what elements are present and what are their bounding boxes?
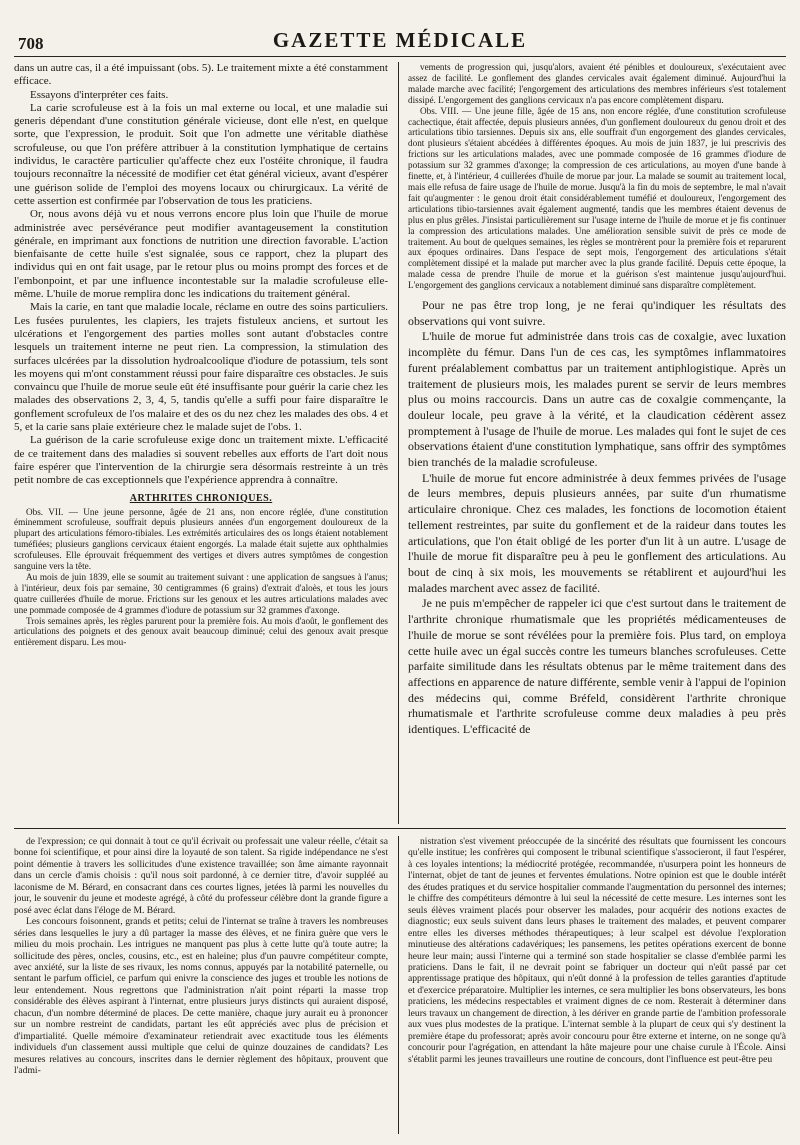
paragraph: La guérison de la carie scrofuleuse exige donc un traitement mixte. L'efficacité de ce traitement dans des maladies si souvent rebelles aux efforts de l'art doit nous faire espérer que l'intervention de la chirurgie sera désormais restreinte à un très petit nombre de cas exceptionnels que l'expérience apprendra à connaître. [14,434,388,487]
masthead-title: GAZETTE MÉDICALE [272,28,528,52]
newspaper-page [14,14,786,1134]
feuilleton-right-column [408,836,786,1134]
paragraph: nistration s'est vivement préoccupée de la sincérité des résultats que fournissent les concours qu'elle institue; les confrères qui composent le tribunal scientifique s'associeront, il faut l'espérer, à ces loyales intentions; la médiocrité protégée, recommandée, n'usurpera point les honneurs de l'internat, objet de tant de jeunes et ferventes émulations. Notre opinion est que le double intérêt des études pratiques et du service hospitalier commande l'augmentation du personnel des internes; le chiffre des compétiteurs démontre à lui seul la nécessité de cette mesure. Les internes sont les seuls élèves vraiment placés pour observer les malades, pour acquérir des notions exactes de diagnostic; eux seuls suivent dans leurs phases le traitement des malades, et peuvent comparer entre elles les diverses méthodes thérapeutiques; à leur scalpel est dévolue l'exploration minutieuse des altérations cadavériques; les pansemens, les petites opérations exercent de bonne heure leur main; aussi l'interne qui a terminé son stade hospitalier se classe d'emblée parmi les praticiens. Dans le fait, il ne devrait point se fabriquer un docteur qui n'eût passé par cet apprentissage pratique des hôpitaux, qui n'eût donné à la profession de telles garanties d'aptitude et d'exercice préparatoire. Multiplier les internes, ce sera multiplier les bons observateurs, les bons praticiens, les médecins respectables et vraiment dignes de ce nom. Resterait à déterminer dans leurs travaux un changement de direction, à les dériver en grande partie de l'ambition professorale aux vues plus modestes de la pratique. L'internat semble à la plupart de ceux qui s'y destinent la première étape du professorat; après avoir concouru pour être externe et interne, on ne songe qu'à concourir pour l'agrégation, en attendant la hâte majeure pour une chaise curule à l'École. Ainsi s'établit parmi les jeunes travailleurs une routine de concours, dont l'influence est peut-être peu [408,836,786,1065]
observation-paragraph: Trois semaines après, les règles parurent pour la première fois. Au mois d'août, le gonflement des articulations des poignets et des genoux avait beaucoup diminué; celui des genoux avait presque entièrement disparu. Les mou- [14,615,388,648]
left-column [14,62,388,824]
observation-paragraph: Obs. VII. — Une jeune personne, âgée de 21 ans, non encore réglée, d'une constitution éminemment scrofuleuse, souffrait depuis plusieurs années d'un engorgement douloureux de la plupart des articulations fémoro-tibiales. Les extrémités articulaires des os longs étaient notablement tuméfiées; plusieurs ganglions cervicaux étaient engorgés. La malade était sujette aux ophthalmies scrofuleuses. Elle éprouvait fréquemment des vertiges et divers autres symptômes de congestion sanguine vers la tête. [14,506,388,572]
page-header [14,14,786,57]
main-article [14,62,786,824]
paragraph: Les concours foisonnent, grands et petits; celui de l'internat se traîne à travers les nombreuses séries dans lesquelles le jury a dû partager la masse des élèves, et ne finira guère que vers le milieu du mois prochain. Les intrigues ne manquent pas plus à cette lutte qu'à toute autre; la sollicitude des pères, oncles, cousins, etc., est en haleine; plus d'un pauvre compétiteur compte, avec anxiété, sur la liste de ses rivaux, les noms connus, appuyés par la notabilité paternelle, ou sentant le parfum officiel, ce parfum qui enivre la conscience des juges et trouble les notions de leur entendement. Nous regrettons que l'administration n'ait point réparti la masse trop considérable des élèves aspirant à l'internat, entre plusieurs jurys distincts qui auraient disposé, chacun, d'un nombre déterminé de places. De cette manière, chaque jury aurait eu à prononcer sur un nombre restreint de candidats, partant les eût appréciés avec plus de précision et d'impartialité. Quelle mémoire d'examinateur retiendrait avec exactitude tous les éléments individuels d'un classement aussi multiple que celui de quinze douzaines de candidats? Les mesures relatives au concours, inscrites dans le dernier règlement des hôpitaux, prouvent que l'admi- [14,916,388,1077]
paragraph: Mais la carie, en tant que maladie locale, réclame en outre des soins particuliers. Les fusées purulentes, les clapiers, les trajets fistuleux anciens, et surtout les ulcérations et l'engorgement des parties molles sont autant d'obstacles contre lesquels un traitement interne ne peut rien. La compression, la stimulation des surfaces ulcérées par la dissolution hydroalcoolique d'iodure de potassium, tels sont les moyens qui m'ont constamment réussi pour faire disparaître ces obstacles. Je suis convaincu que l'huile de morue seule eût été insuffisante pour guérir la carie chez les malades des observations 2, 3, 4, 5, tandis qu'elle a suffi pour faire disparaître le gonflement scrofuleux de l'os malaire et des os du nez chez les malades des obs. 4 et 5, et la carie sans plaie extérieure chez le malade sujet de l'obs. 1. [14,301,388,434]
paragraph: La carie scrofuleuse est à la fois un mal externe ou local, et une maladie sui generis dépendant d'une constitution générale vicieuse, dont elle n'est, en quelque sorte, que l'expression, le produit. Soit que l'on admette une véritable diathèse scrofuleuse, ou que l'on préfère attribuer à la constitution lymphatique de certains individus, le caractère particulier qu'affecte chez eux l'ostéite chronique, il faudra toujours reconnaître la nécessité de modifier cet état général vicieux, avant d'espérer une guérison solide de l'emploi des moyens locaux ou chirurgicaux. La vérité de cette assertion est confirmée par l'observation de tous les praticiens. [14,101,388,207]
paragraph: Essayons d'interpréter ces faits. [30,88,169,101]
paragraph: Or, nous avons déjà vu et nous verrons encore plus loin que l'huile de morue administrée avec persévérance peut modifier avantageusement la constitution générale, en imprimant aux fonctions de nutrition une direction favorable. L'action bienfaisante de cette huile s'est signalée, sous ce rapport, chez la plupart des individus qui en ont fait usage, par le retour plus ou moins prompt des forces et de l'embonpoint, et par une influence incontestable sur la maladie scrofuleuse elle-même. L'huile de morue remplira donc les indications du traitement général. [14,208,388,301]
right-column [408,62,786,824]
page-number: 708 [18,34,44,53]
column-divider [398,62,399,824]
paragraph: Je ne puis m'empêcher de rappeler ici que c'est surtout dans le traitement de l'arthrite chronique rhumatismale que les propriétés médicamenteuses de l'huile de morue se sont révélées pour la première fois. Plus tard, on employa cette huile avec un égal succès contre les tumeurs blanches scrofuleuses. Cette parfaite similitude dans les résultats obtenus par le même traitement dans des affections en apparence de nature différente, semble venir à l'appui de l'opinion des médecins qui, comme Bréfeld, considèrent l'arthrite chronique rhumatismale et l'arthrite scrofuleuse comme deux maladies à peu près identiques. L'efficacité de [408,596,786,737]
paragraph: L'huile de morue fut encore administrée à deux femmes privées de l'usage de leurs membres, depuis plusieurs années, par suite d'un rhumatisme articulaire chronique. Chez ces malades, les fonctions de locomotion étaient tellement restreintes, par suite du gonflement et de la raideur dans toutes les articulations, que l'on était obligé de les porter d'un lit à un autre. L'usage de l'huile de morue fit disparaître peu à peu le gonflement des articulations. Au bout de cinq à six mois, les mouvements se rétablirent et aujourd'hui les malades marchent avec assez de facilité. [408,470,786,595]
feuilleton [14,836,786,1134]
feuilleton-left-column [14,836,388,1134]
section-heading: ARTHRITES CHRONIQUES. [129,492,273,504]
paragraph: de l'expression; ce qui donnait à tout ce qu'il écrivait ou professait une valeur réelle, c'était sa bonne foi scientifique, et pour ainsi dire la loyauté de son talent. Sa rigide indépendance ne s'est point démentie à travers les sollicitudes d'une existence travaillée; son âme aimante rayonnait dans un cercle d'amis choisis : qu'il nous soit pardonné, à ce dernier titre, d'avoir suppléé au laconisme de M. Bérard, en consacrant dans ces courtes lignes, jetées là parmi les nouvelles du jour, le souvenir du jeune et modeste agrégé, à côté du professeur célèbre dont la grande figure a posé avec éclat dans l'éloge de M. Bérard. [14,836,388,916]
paragraph: dans un autre cas, il a été impuissant (obs. 5). Le traitement mixte a été constamment efficace. [14,62,388,88]
observation-paragraph: Au mois de juin 1839, elle se soumit au traitement suivant : une application de sangsues à l'anus; à l'intérieur, deux fois par semaine, 30 centigrammes (6 grains) d'extrait d'aloès, et tous les jours quatre cuillerées d'huile de morue. Frictions sur les genoux et les autres articulations malades avec une pommade composée de 4 grammes d'iodure de potassium sur 32 grammes d'axonge. [14,571,388,615]
column-divider [398,836,399,1134]
paragraph: L'huile de morue fut administrée dans trois cas de coxalgie, avec luxation incomplète du fémur. Dans l'un de ces cas, les symptômes inflammatoires furent préalablement combattus par un traitement antiphlogistique. Après un traitement de plusieurs mois, les malades purent se servir de leurs membres plus ou moins raccourcis. Dans un autre cas de coxalgie commençante, la douleur locale, peu grave à la vérité, et la claudication cédèrent assez promptement à l'usage de l'huile de morue. Les malades qui font le sujet de ces observations étaient d'une constitution lymphatique, sans offrir des symptômes bien tranchés de la maladie scrofuleuse. [408,329,786,470]
observation-paragraph: vements de progression qui, jusqu'alors, avaient été pénibles et douloureux, s'exécutaient avec assez de facilité. Le gonflement des glandes cervicales avait également diminué. Aujourd'hui la malade marche avec facilité; l'engorgement des articulations des membres inférieurs s'est totalement dissipé. L'engorgement des ganglions cervicaux n'a pas encore complètement disparu. [408,62,786,105]
observation-paragraph: Obs. VIII. — Une jeune fille, âgée de 15 ans, non encore réglée, d'une constitution scrofuleuse cachectique, était affectée, depuis plusieurs années, d'un gonflement douloureux du genou droit et des articulations tibio tarsiennes. Depuis six ans, elle souffrait d'un engorgement des glandes cervicales, dont plusieurs s'étaient abcédées à différentes époques. Au mois de juin 1837, je lui prescrivis des frictions sur les articulations malades, avec une pommade composée de 16 grammes d'iodure de potassium sur 32 grammes d'axonge; la compression de ces articulations, au moyen d'une bande à finette, et, à l'intérieur, 4 cuillerées d'huile de morue par jour. La malade se soumit au traitement local, mais elle refusa de faire usage de l'huile de morue. Jusqu'à la fin du mois de septembre, le mal n'avait fait qu'augmenter : le genou droit était considérablement tuméfié et douloureux, l'engorgement des articulations tibio-tarsiennes avait également augmenté, tandis que les membres étaient devenus de plus en plus grêles. J'insistai particulièrement sur l'usage interne de l'huile de morue et je fis continuer la compression des articulations malades. Une amélioration sensible suivit de près ce mode de traitement. Au bout de quelques semaines, les règles se montrèrent pour la première fois et reparurent aux époques ordinaires. Dans l'espace de sept mois, l'engorgement des articulations s'était complètement dissipé et la malade put marcher avec la plus grande facilité. Depuis cette époque, la malade cessa de prendre l'huile de morue et la guérison s'est maintenue jusqu'aujourd'hui. L'engorgement des ganglions cervicaux a notablement diminué sans disparaître complètement. [408,105,786,291]
feuilleton-divider [14,828,786,829]
paragraph: Pour ne pas être trop long, je ne ferai qu'indiquer les résultats des observations qui vont suivre. [408,298,786,328]
